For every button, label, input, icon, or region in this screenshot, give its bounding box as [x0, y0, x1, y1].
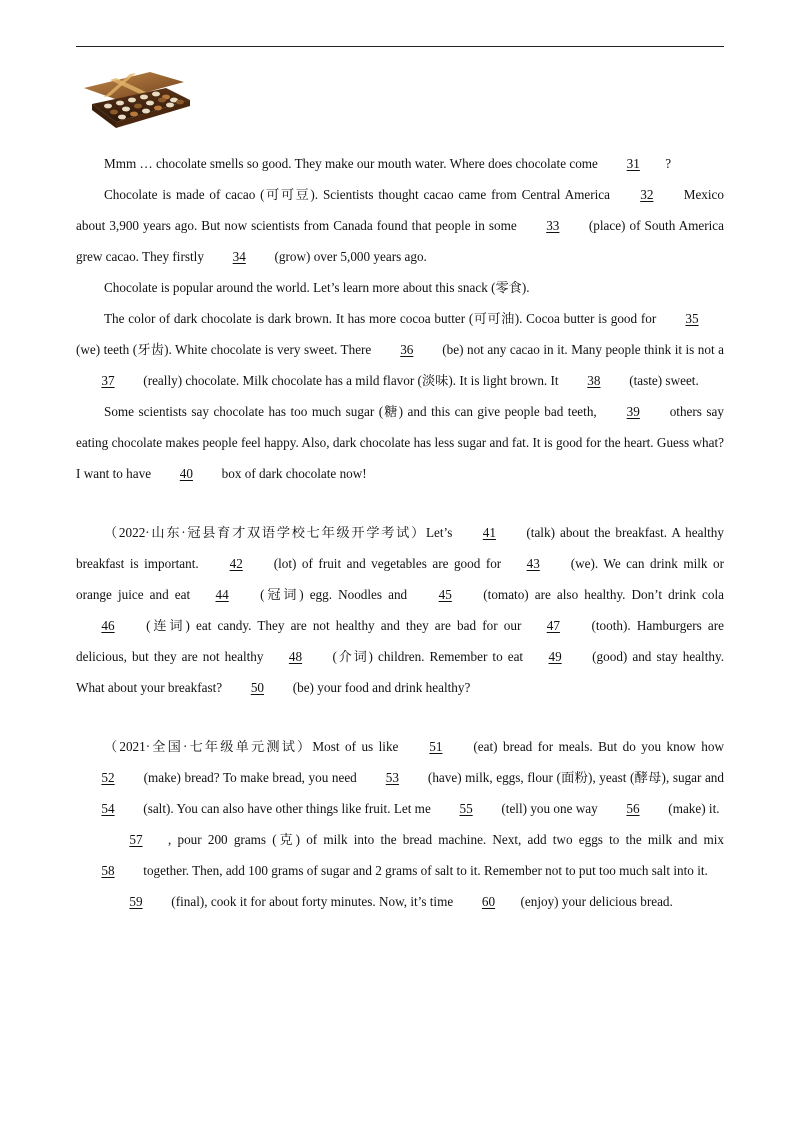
blank-31[interactable]: 31 [626, 156, 640, 171]
blank-48[interactable]: 48 [288, 649, 303, 664]
blank-51[interactable]: 51 [429, 739, 443, 754]
passage1-paragraph-1: Mmm … chocolate smells so good. They make our mouth water. Where does chocolate come 31 ? [76, 148, 724, 179]
blank-38[interactable]: 38 [587, 373, 601, 388]
passage3-paragraph-2: 57 , pour 200 grams (克) of milk into the bread machine. Next, add two eggs to the milk and mix 58 together. Then, add 100 grams of sugar and 2 grams of salt to it. Remember not to put too much salt into it. [76, 824, 724, 886]
blank-54[interactable]: 54 [101, 801, 115, 816]
blank-34[interactable]: 34 [232, 249, 246, 264]
passage2-paragraph: （2022·山东·冠县育才双语学校七年级开学考试）Let’s 41 (talk) about the breakfast. A healthy breakfast is important. 42 (lot) of fruit and vegetables are good for 43 (we). We can drink milk or orange juice and eat 44 (冠词) egg. Noodles and 45 (tomato) are also healthy. Don’t drink cola 46 (连词) eat candy. They are not healthy and they are bad for our 47 (tooth). Hamburgers are delicious, but they are not healthy 48 (介词) children. Remember to eat 49 (good) and stay healthy. What about your breakfast? 50 (be) your food and drink healthy? [76, 517, 724, 703]
passage1-paragraph-3: Chocolate is popular around the world. Let’s learn more about this snack (零食). [104, 280, 530, 295]
blank-45[interactable]: 45 [438, 587, 452, 602]
worksheet-body [76, 148, 724, 917]
blank-43[interactable]: 43 [526, 556, 540, 571]
header-rule [76, 46, 724, 47]
blank-33[interactable]: 33 [546, 218, 560, 233]
blank-60[interactable]: 60 [481, 894, 496, 909]
blank-58[interactable]: 58 [101, 863, 115, 878]
blank-41[interactable]: 41 [482, 525, 496, 540]
passage1-paragraph-4: The color of dark chocolate is dark brown. It has more cocoa butter (可可油). Cocoa butter is good for 35 (we) teeth (牙齿). White chocolate is very sweet. There 36 (be) not any cacao in it. Many people think it is not a 37 (really) chocolate. Milk chocolate has a mild flavor (淡味). It is light brown. It 38 (taste) sweet. [76, 303, 724, 396]
passage1-paragraph-2: Chocolate is made of cacao (可可豆). Scientists thought cacao came from Central America 32 Mexico about 3,900 years ago. But now scientists from Canada found that people in some 33 (place) of South America grew cacao. They firstly 34 (grow) over 5,000 years ago. [76, 179, 724, 272]
blank-49[interactable]: 49 [548, 649, 562, 664]
blank-50[interactable]: 50 [250, 680, 264, 695]
blank-56[interactable]: 56 [626, 801, 640, 816]
blank-42[interactable]: 42 [229, 556, 243, 571]
blank-47[interactable]: 47 [546, 618, 560, 633]
passage1-paragraph-5: Some scientists say chocolate has too much sugar (糖) and this can give people bad teeth, 39 others say eating chocolate makes people feel happy. Also, dark chocolate has less sugar and fat. It is good for the heart. Guess what? I want to have 40 box of dark chocolate now! [76, 396, 724, 489]
blank-59[interactable]: 59 [129, 894, 143, 909]
blank-57[interactable]: 57 [129, 832, 143, 847]
passage3-source: （2021·全国·七年级单元测试）Most of us like [104, 739, 404, 754]
passage3-paragraph-1: （2021·全国·七年级单元测试）Most of us like 51 (eat) bread for meals. But do you know how 52 (make) bread? To make bread, you need 53 (have) milk, eggs, flour (面粉), yeast (酵母), sugar and 54 (salt). You can also have other things like fruit. Let me 55 (tell) you one way 56 (make) it. [76, 731, 724, 824]
blank-32[interactable]: 32 [640, 187, 654, 202]
blank-40[interactable]: 40 [179, 466, 193, 481]
passage3-paragraph-3: 59 (final), cook it for about forty minutes. Now, it’s time 60 (enjoy) your delicious bread. [76, 886, 724, 917]
blank-35[interactable]: 35 [685, 311, 699, 326]
blank-52[interactable]: 52 [101, 770, 115, 785]
blank-44[interactable]: 44 [215, 587, 229, 602]
chocolate-box-image [80, 70, 192, 132]
blank-46[interactable]: 46 [101, 618, 115, 633]
passage2-source: （2022·山东·冠县育才双语学校七年级开学考试）Let’s [104, 525, 458, 540]
blank-55[interactable]: 55 [459, 801, 473, 816]
blank-37[interactable]: 37 [101, 373, 115, 388]
blank-53[interactable]: 53 [385, 770, 399, 785]
blank-36[interactable]: 36 [400, 342, 414, 357]
blank-39[interactable]: 39 [626, 404, 640, 419]
